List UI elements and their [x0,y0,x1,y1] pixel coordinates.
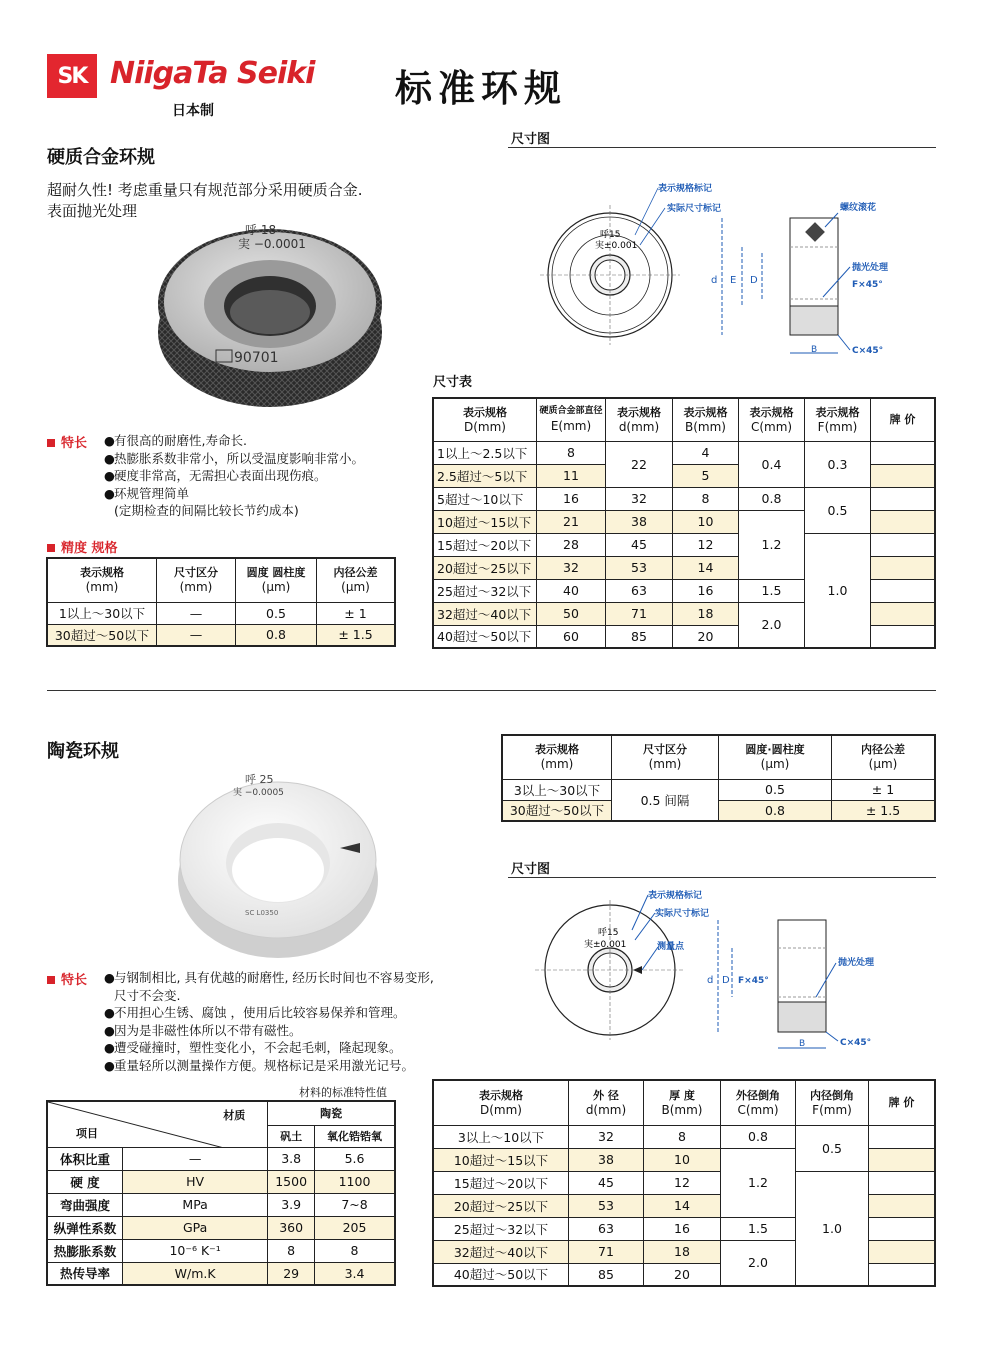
list-item: ●有很高的耐磨性,寿命长. [104,433,247,448]
table-header: 圆度 圆柱度 (μm) [236,558,317,602]
svg-text:実±0.001: 実±0.001 [584,940,627,950]
carbide-desc-1: 超耐久性! 考虑重量只有规范部分采用硬质合金. [47,181,363,199]
list-item: ●重量轻所以测量操作方便。规格标记是采用激光记号。 [104,1057,415,1073]
svg-text:D: D [722,975,730,986]
table-header: 外径倒角 C(mm) [721,1080,796,1125]
diagram-title: 尺寸图 [511,862,551,877]
logo-mark: SK [47,54,97,98]
svg-text:SC L0350: SC L0350 [245,909,279,917]
svg-text:B: B [799,1039,806,1049]
svg-text:d: d [711,275,718,286]
table-header: 外 径 d(mm) [569,1080,644,1125]
carbide-accuracy-table [46,557,396,647]
carbide-size-table [432,397,936,649]
svg-text:抛光处理: 抛光处理 [852,263,889,273]
table-row: 1以上～30以下 — 0.5 ± 1 [47,602,395,624]
diagram-title: 尺寸图 [511,132,551,147]
table-header: 硬质合金部直径 E(mm) [537,398,606,441]
divider [508,147,936,148]
list-item: (定期检查的间隔比较长节约成本) [114,503,299,518]
table-header: 表示规格 B(mm) [673,398,739,441]
table-row: 25超过～32以下 40 63 16 1.5 [433,579,935,602]
table-row: 40超过～50以下 60 85 20 [433,625,935,648]
table-row: 纵弹性系数 GPa 360 205 [47,1216,395,1239]
ceramic-feature-list [104,969,434,1074]
svg-text:C×45°: C×45° [852,346,884,356]
svg-text:実±0.001: 実±0.001 [595,241,638,251]
divider [508,877,936,878]
table-row: 20超过～25以下 32 53 14 [433,556,935,579]
svg-text:呼15: 呼15 [600,230,621,240]
svg-text:呼 25: 呼 25 [245,773,274,786]
carbide-ring-photo [150,212,390,412]
ceramic-ring-photo [175,755,390,965]
table-row: 32超过～40以下 50 71 18 2.0 [433,602,935,625]
red-square-icon [47,544,55,552]
svg-text:呼15: 呼15 [598,928,619,938]
table-row: 32超过～40以下 71 18 2.0 [433,1240,935,1263]
table-header: 氧化锆锆氧 [315,1125,395,1147]
table-row: 3以上～30以下 0.5 间隔 0.5 ± 1 [502,779,935,800]
photo-marking-1: 呼 18 [245,223,277,237]
svg-text:F×45°: F×45° [852,280,883,290]
table-header: 内径倒角 F(mm) [796,1080,869,1125]
table-row: 2.5超过～5以下 11 5 [433,464,935,487]
table-row: 弯曲强度 MPa 3.9 7~8 [47,1193,395,1216]
table-header: 表示规格 d(mm) [606,398,673,441]
table-row: 30超过～50以下 0.8 ± 1.5 [502,800,935,821]
list-item: ●硬度非常高，无需担心表面出现伤痕。 [104,468,327,483]
size-table-title: 尺寸表 [433,375,473,390]
table-row: 5超过～10以下 16 32 8 0.8 0.5 [433,487,935,510]
red-square-icon [47,439,55,447]
features-label: 特长 [61,436,88,451]
table-row: 硬 度 HV 1500 1100 [47,1170,395,1193]
carbide-dimension-diagram [540,175,920,365]
table-header: 尺寸区分 (mm) [612,735,719,779]
table-row: 热传导率 W/m.K 29 3.4 [47,1262,395,1285]
svg-text:C×45°: C×45° [840,1038,872,1048]
svg-text:螺纹滚花: 螺纹滚花 [840,203,877,213]
svg-text:E: E [730,275,737,286]
table-row: 体积比重 — 3.8 5.6 [47,1147,395,1170]
table-row: 30超过～50以下 — 0.8 ± 1.5 [47,624,395,646]
svg-text:测量点: 测量点 [657,942,685,952]
table-row: 20超过～25以下 53 14 [433,1194,935,1217]
red-square-icon [47,976,55,984]
svg-text:表示规格标记: 表示规格标记 [658,184,713,194]
ceramic-size-table [432,1079,936,1287]
made-in-japan: 日本制 [172,103,214,119]
table-row: 15超过～20以下 28 45 12 1.0 [433,533,935,556]
ceramic-dimension-diagram [520,885,900,1055]
table-header: 内径公差 (μm) [832,735,936,779]
table-row: 25超过～32以下 63 16 1.5 [433,1217,935,1240]
page-title: 标准环规 [395,67,567,110]
table-row: 10超过～15以下 21 38 10 1.2 [433,510,935,533]
svg-text:实际尺寸标记: 实际尺寸标记 [655,909,710,919]
list-item: ●遭受碰撞时，塑性变化小，不会起毛刺，隆起现象。 [104,1040,402,1055]
table-header: 材质 项目 [47,1101,268,1147]
photo-marking-2: 実 −0.0001 [238,237,306,251]
svg-text:表示规格标记: 表示规格标记 [648,891,703,901]
table-row: 10超过～15以下 38 10 1.2 [433,1148,935,1171]
material-table-title: 材料的标准特性值 [299,1086,387,1099]
list-item: ●热膨胀系数非常小，所以受温度影响非常小。 [104,450,365,466]
list-item: ●不用担心生锈、腐蚀 ，使用后比较容易保养和管理。 [104,1005,406,1020]
svg-text:抛光处理: 抛光处理 [838,958,875,968]
table-row: 3以上～10以下 32 8 0.8 0.5 [433,1125,935,1148]
table-header: 牌 价 [871,398,936,441]
table-header: 表示规格 F(mm) [805,398,871,441]
list-item: ●因为是非磁性体所以不带有磁性。 [104,1022,302,1038]
ceramic-title: 陶瓷环规 [47,741,119,762]
carbide-features [47,432,87,451]
brand-logo: NiigaTa Seiki [110,56,315,91]
svg-text:D: D [750,275,758,286]
table-header: 内径公差 (μm) [317,558,396,602]
table-row: 1以上～2.5以下 8 22 4 0.4 0.3 [433,441,935,464]
svg-text:実 −0.0005: 実 −0.0005 [233,788,284,798]
table-header: 表示规格 D(mm) [433,398,537,441]
svg-text:B: B [811,345,818,355]
svg-text:F×45°: F×45° [738,976,769,986]
table-header: 表示规格 D(mm) [433,1080,569,1125]
table-header: 厚 度 B(mm) [644,1080,721,1125]
table-header: 尺寸区分 (mm) [157,558,236,602]
table-header: 陶瓷 [268,1101,395,1125]
table-row: 15超过～20以下 45 12 1.0 [433,1171,935,1194]
section-divider [47,690,936,691]
material-table [46,1100,396,1286]
table-header: 表示规格 (mm) [502,735,612,779]
svg-text:实际尺寸标记: 实际尺寸标记 [667,204,722,214]
ceramic-accuracy-table [501,734,936,822]
list-item: ●环规管理简单 [104,485,190,501]
table-row: 40超过～50以下 85 20 [433,1263,935,1286]
photo-serial: 90701 [234,350,279,366]
list-item: 尺寸不会变. [114,987,181,1003]
table-header: 圆度·圆柱度 (μm) [719,735,832,779]
accuracy-heading: 精度 规格 [47,537,118,556]
carbide-desc-2: 表面抛光处理 [47,202,138,220]
table-header: 表示规格 (mm) [47,558,157,602]
ceramic-features: 特长 [47,969,87,988]
carbide-feature-list [104,432,364,520]
table-row: 热膨胀系数 10⁻⁶ K⁻¹ 8 8 [47,1239,395,1262]
table-header: 表示规格 C(mm) [739,398,805,441]
carbide-title: 硬质合金环规 [47,147,155,168]
table-header: 牌 价 [869,1080,936,1125]
list-item: ●与钢制相比, 具有优越的耐磨性, 经历长时间也不容易变形, [104,970,434,985]
svg-text:d: d [707,975,714,986]
table-header: 矾土 [268,1125,315,1147]
